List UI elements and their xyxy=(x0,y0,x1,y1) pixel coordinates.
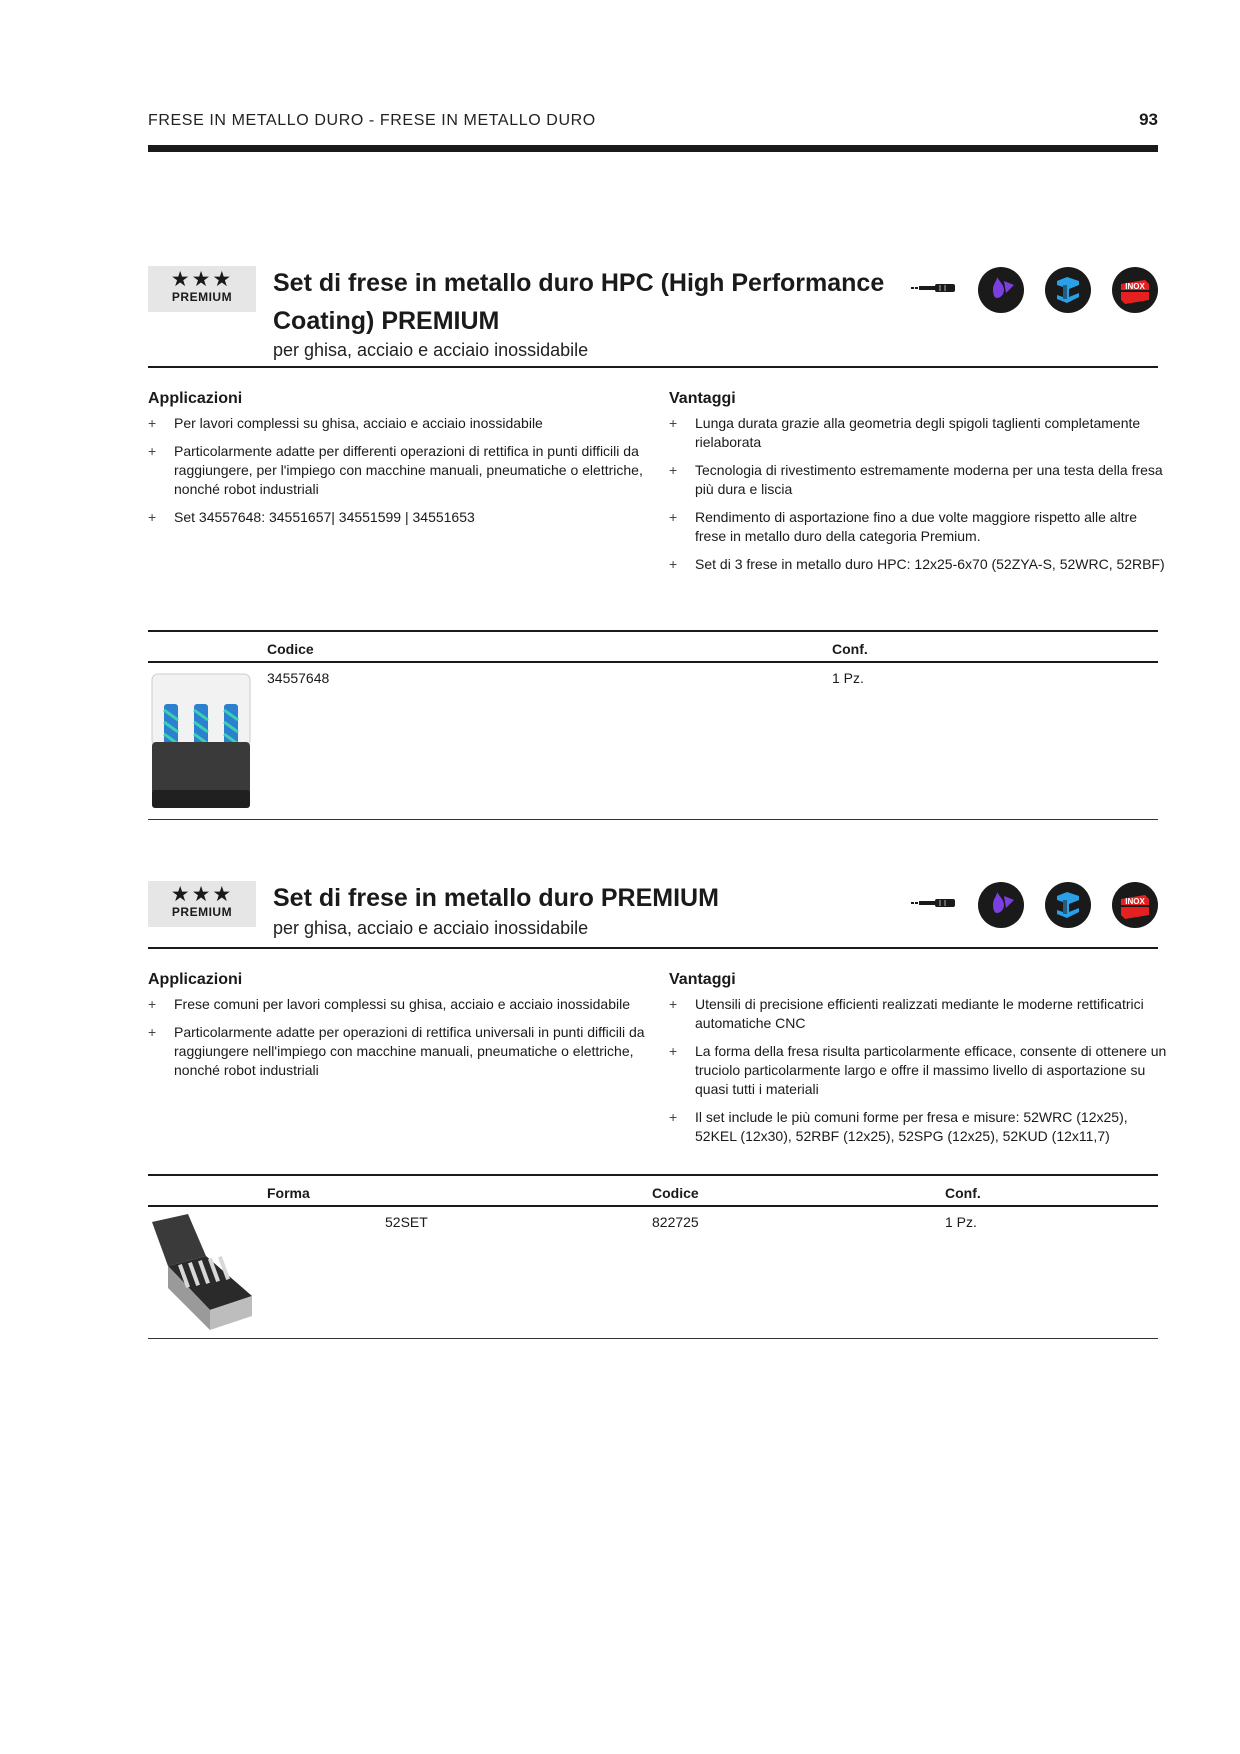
product-title: Set di frese in metallo duro PREMIUM xyxy=(273,884,719,912)
column-header-conf: Conf. xyxy=(945,1185,981,1201)
advantages-heading: Vantaggi xyxy=(669,971,736,988)
badge-label: PREMIUM xyxy=(171,290,233,304)
steel-beam-icon xyxy=(1045,882,1091,928)
advantages-column xyxy=(669,390,1169,583)
drill-bit-icon xyxy=(911,896,957,915)
drill-bit-icon xyxy=(911,281,957,300)
table-cell-codice: 34557648 xyxy=(267,670,330,686)
advantage-item: + Utensili di precisione efficienti realizzati mediante le moderne rettificatrici automatiche CNC xyxy=(669,996,1144,1031)
product-table xyxy=(148,1174,1158,1344)
property-icons xyxy=(911,266,1158,314)
table-bottom-rule xyxy=(148,819,1158,820)
advantage-item: + Il set include le più comuni forme per fresa e misure: 52WRC (12x25), 52KEL (12x30), 52RBF (12x25), 52SPG (12x25), 52KUD (12x11,7) xyxy=(669,1109,1128,1144)
column-header-codice: Codice xyxy=(267,641,314,657)
badge-label: PREMIUM xyxy=(171,905,233,919)
advantage-item: + Lunga durata grazie alla geometria degli spigoli taglienti completamente rielaborata xyxy=(669,415,1141,450)
table-cell-conf: 1 Pz. xyxy=(945,1214,977,1230)
svg-text:INOX: INOX xyxy=(1125,282,1145,291)
product-block-hpc-set xyxy=(148,266,1165,826)
product-block-premium-set xyxy=(148,881,1167,1351)
page-number: 93 xyxy=(1139,110,1158,129)
rating-stars-icon: ★★★ xyxy=(170,268,234,291)
product-subtitle: per ghisa, acciaio e acciaio inossidabile xyxy=(273,918,589,938)
table-top-rule xyxy=(148,1174,1158,1176)
table-header-rule xyxy=(148,1205,1158,1207)
product-table xyxy=(148,630,1158,820)
premium-badge xyxy=(148,266,256,312)
product-image-hpc-set xyxy=(148,670,256,819)
product-image-premium-set xyxy=(148,1212,256,1339)
applications-heading: Applicazioni xyxy=(148,971,243,988)
cast-iron-drop-icon xyxy=(978,267,1024,313)
premium-badge xyxy=(148,881,256,927)
advantage-item: + La forma della fresa risulta particolarmente efficace, consente di ottenere un truciolo particolarmente largo e offre il massimo livello di asportazione su quasi tutti i materiali xyxy=(669,1043,1167,1097)
applications-column xyxy=(148,971,648,1089)
table-cell-conf: 1 Pz. xyxy=(832,670,864,686)
column-header-conf: Conf. xyxy=(832,641,868,657)
column-header-forma: Forma xyxy=(267,1185,310,1201)
inox-icon xyxy=(1112,882,1158,928)
application-item: + Particolarmente adatte per operazioni di rettifica universali in punti difficili da raggiungere nell'impiego con macchine manuali, pneumatiche o elettriche, nonché robot industriali xyxy=(148,1024,645,1078)
steel-beam-icon xyxy=(1045,267,1091,313)
applications-column xyxy=(148,390,648,536)
advantage-item: + Set di 3 frese in metallo duro HPC: 12x25-6x70 (52ZYA-S, 52WRC, 52RBF) xyxy=(669,556,1165,572)
header-rule xyxy=(148,145,1158,152)
running-header: FRESE IN METALLO DURO - FRESE IN METALLO DURO xyxy=(148,112,596,129)
applications-heading: Applicazioni xyxy=(148,390,243,407)
table-bottom-rule xyxy=(148,1338,1158,1339)
advantage-item: + Tecnologia di rivestimento estremamente moderna per una testa della fresa più dura e liscia xyxy=(669,462,1163,497)
rating-stars-icon: ★★★ xyxy=(170,883,234,906)
advantage-item: + Rendimento di asportazione fino a due volte maggiore rispetto alle altre frese in metallo duro della categoria Premium. xyxy=(669,509,1138,544)
section-rule xyxy=(148,947,1158,949)
table-top-rule xyxy=(148,630,1158,632)
product-title: Set di frese in metallo duro HPC (High Performance Coating) PREMIUM xyxy=(273,269,885,335)
property-icons xyxy=(911,881,1158,929)
application-item: + Particolarmente adatte per differenti operazioni di rettifica in punti difficili da raggiungere, per l'impiego con macchine manuali, pneumatiche o elettriche, nonché robot industriali xyxy=(148,443,643,497)
table-cell-forma: 52SET xyxy=(385,1214,428,1230)
svg-text:INOX: INOX xyxy=(1125,897,1145,906)
inox-icon xyxy=(1112,267,1158,313)
table-cell-codice: 822725 xyxy=(652,1214,699,1230)
advantages-column xyxy=(669,971,1169,1155)
section-rule xyxy=(148,366,1158,368)
application-item: + Frese comuni per lavori complessi su ghisa, acciaio e acciaio inossidabile xyxy=(148,996,630,1012)
application-item: + Per lavori complessi su ghisa, acciaio e acciaio inossidabile xyxy=(148,415,543,431)
product-subtitle: per ghisa, acciaio e acciaio inossidabile xyxy=(273,340,589,360)
table-header-rule xyxy=(148,661,1158,663)
application-item: + Set 34557648: 34551657| 34551599 | 34551653 xyxy=(148,509,475,525)
column-header-codice: Codice xyxy=(652,1185,699,1201)
cast-iron-drop-icon xyxy=(978,882,1024,928)
advantages-heading: Vantaggi xyxy=(669,390,736,407)
